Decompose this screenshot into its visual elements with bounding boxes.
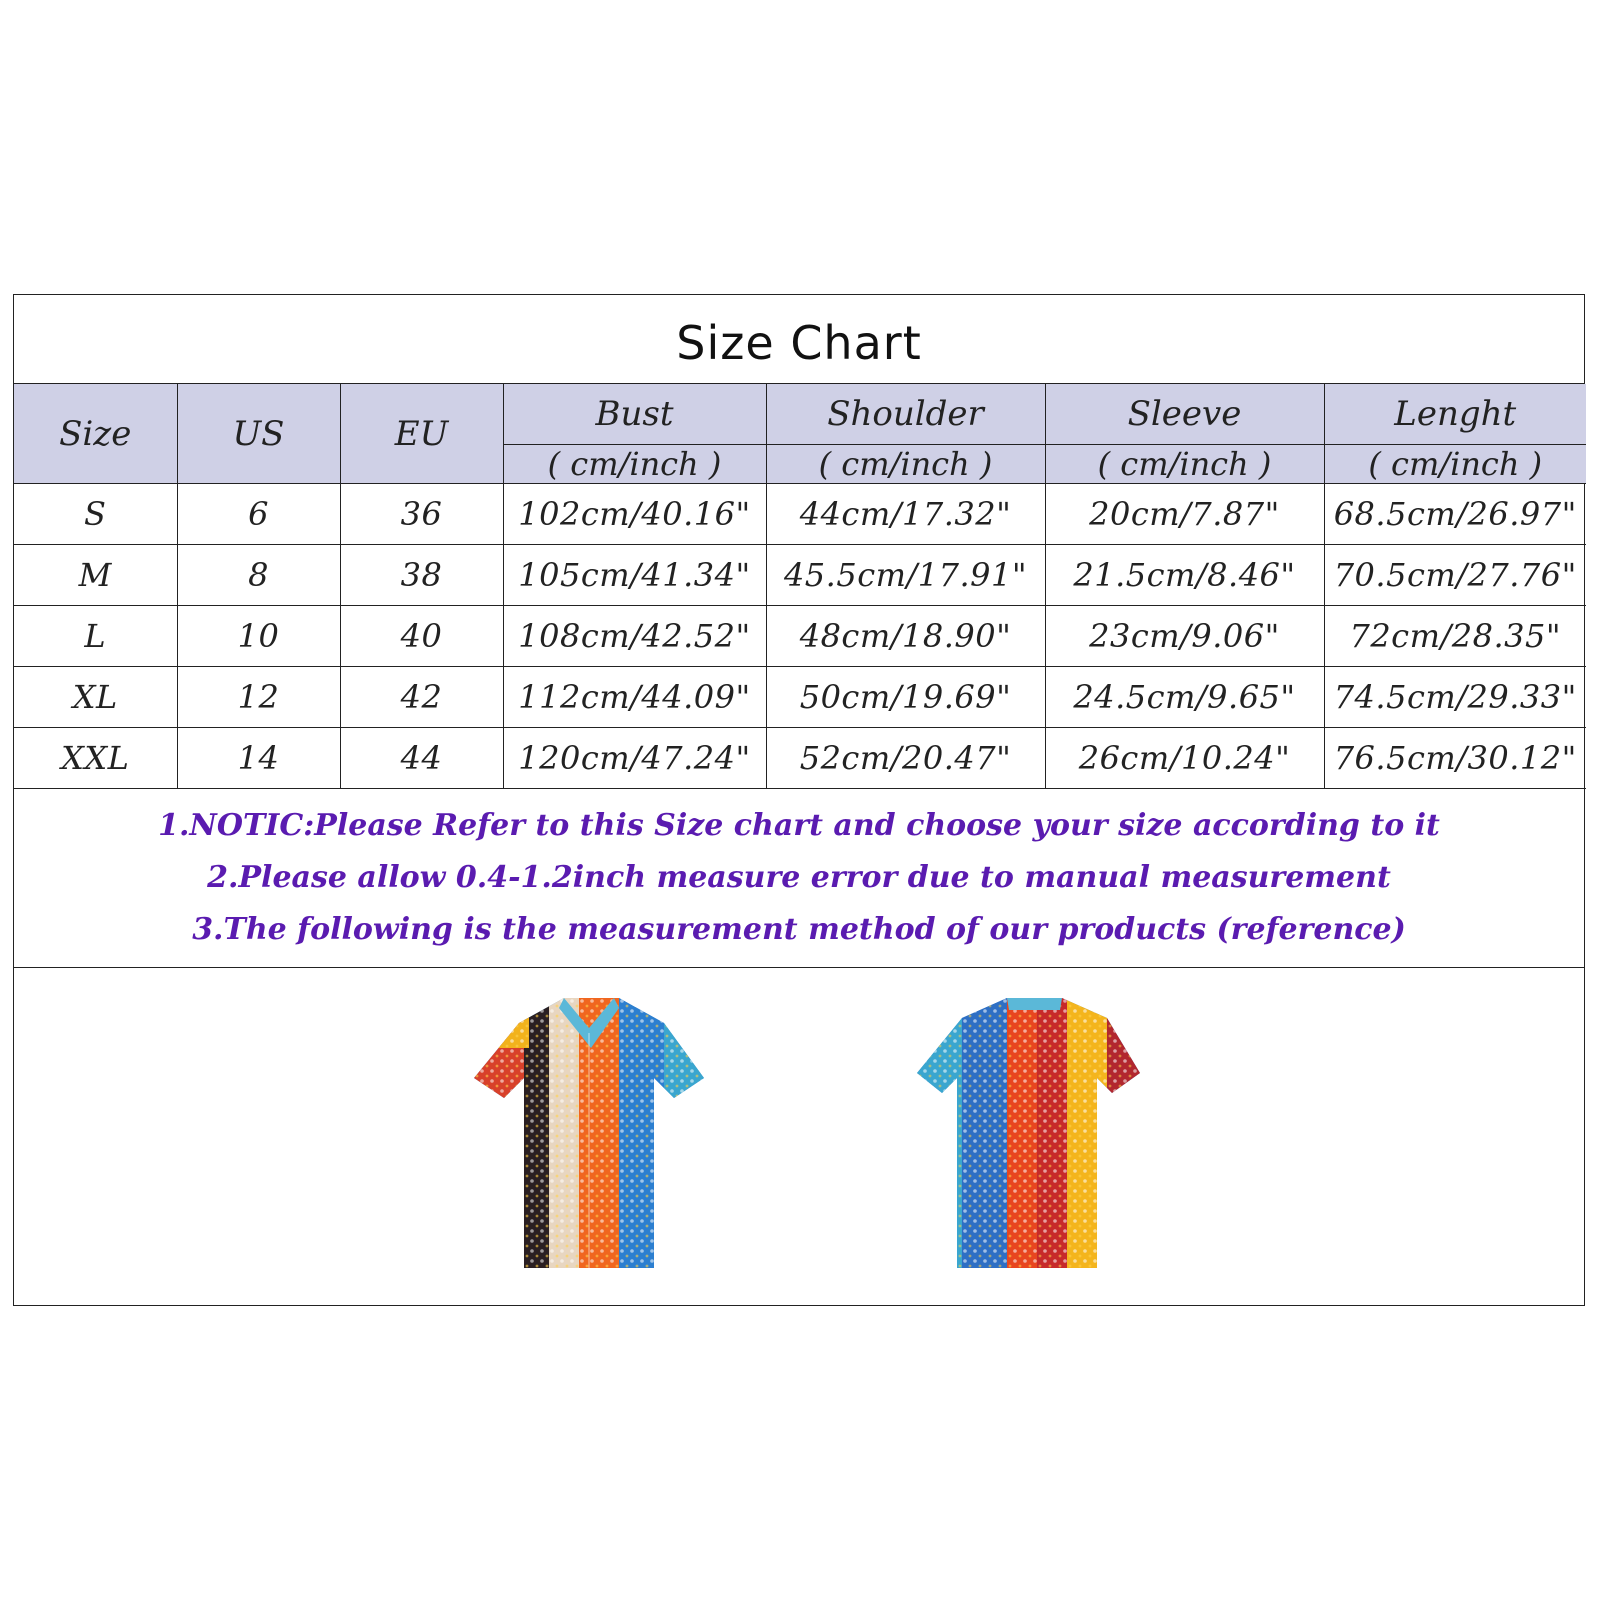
product-images: [14, 968, 1584, 1294]
cell-eu: 42: [340, 667, 503, 728]
cell-us: 14: [177, 728, 340, 789]
header-length-unit: ( cm/inch ): [1324, 445, 1586, 484]
cell-size: L: [14, 606, 177, 667]
cell-us: 6: [177, 484, 340, 545]
size-table: [14, 384, 1586, 789]
cell-bust: 108cm/42.52": [503, 606, 766, 667]
cell-us: 12: [177, 667, 340, 728]
shirt-back-image: [912, 988, 1152, 1278]
cell-eu: 36: [340, 484, 503, 545]
table-row: [14, 728, 1586, 789]
cell-length: 72cm/28.35": [1324, 606, 1586, 667]
title-row: [14, 295, 1584, 384]
cell-sleeve: 21.5cm/8.46": [1045, 545, 1324, 606]
cell-shoulder: 44cm/17.32": [766, 484, 1045, 545]
cell-bust: 102cm/40.16": [503, 484, 766, 545]
shirt-front-image: [469, 988, 709, 1278]
table-row: [14, 484, 1586, 545]
cell-sleeve: 23cm/9.06": [1045, 606, 1324, 667]
cell-shoulder: 50cm/19.69": [766, 667, 1045, 728]
cell-size: XXL: [14, 728, 177, 789]
header-length: Lenght: [1324, 384, 1586, 445]
header-bust-unit: ( cm/inch ): [503, 445, 766, 484]
cell-size: M: [14, 545, 177, 606]
cell-eu: 40: [340, 606, 503, 667]
header-sleeve: Sleeve: [1045, 384, 1324, 445]
cell-us: 10: [177, 606, 340, 667]
cell-shoulder: 45.5cm/17.91": [766, 545, 1045, 606]
cell-us: 8: [177, 545, 340, 606]
cell-size: XL: [14, 667, 177, 728]
cell-length: 74.5cm/29.33": [1324, 667, 1586, 728]
cell-sleeve: 24.5cm/9.65": [1045, 667, 1324, 728]
note-1: 1.NOTIC:Please Refer to this Size chart and choose your size according to it: [158, 808, 1440, 843]
header-size: Size: [14, 384, 177, 484]
cell-shoulder: 48cm/18.90": [766, 606, 1045, 667]
cell-size: S: [14, 484, 177, 545]
notes-section: [14, 789, 1584, 968]
header-us: US: [177, 384, 340, 484]
cell-length: 68.5cm/26.97": [1324, 484, 1586, 545]
note-2: 2.Please allow 0.4-1.2inch measure error due to manual measurement: [207, 860, 1391, 895]
cell-eu: 44: [340, 728, 503, 789]
cell-shoulder: 52cm/20.47": [766, 728, 1045, 789]
cell-bust: 112cm/44.09": [503, 667, 766, 728]
cell-bust: 120cm/47.24": [503, 728, 766, 789]
table-row: [14, 667, 1586, 728]
cell-sleeve: 20cm/7.87": [1045, 484, 1324, 545]
size-chart: [13, 294, 1585, 1306]
header-eu: EU: [340, 384, 503, 484]
chart-title: Size Chart: [676, 316, 922, 370]
table-row: [14, 606, 1586, 667]
cell-bust: 105cm/41.34": [503, 545, 766, 606]
header-bust: Bust: [503, 384, 766, 445]
note-3: 3.The following is the measurement method of our products (reference): [192, 912, 1406, 947]
cell-sleeve: 26cm/10.24": [1045, 728, 1324, 789]
cell-length: 76.5cm/30.12": [1324, 728, 1586, 789]
header-shoulder: Shoulder: [766, 384, 1045, 445]
header-sleeve-unit: ( cm/inch ): [1045, 445, 1324, 484]
table-row: [14, 545, 1586, 606]
header-shoulder-unit: ( cm/inch ): [766, 445, 1045, 484]
cell-eu: 38: [340, 545, 503, 606]
cell-length: 70.5cm/27.76": [1324, 545, 1586, 606]
